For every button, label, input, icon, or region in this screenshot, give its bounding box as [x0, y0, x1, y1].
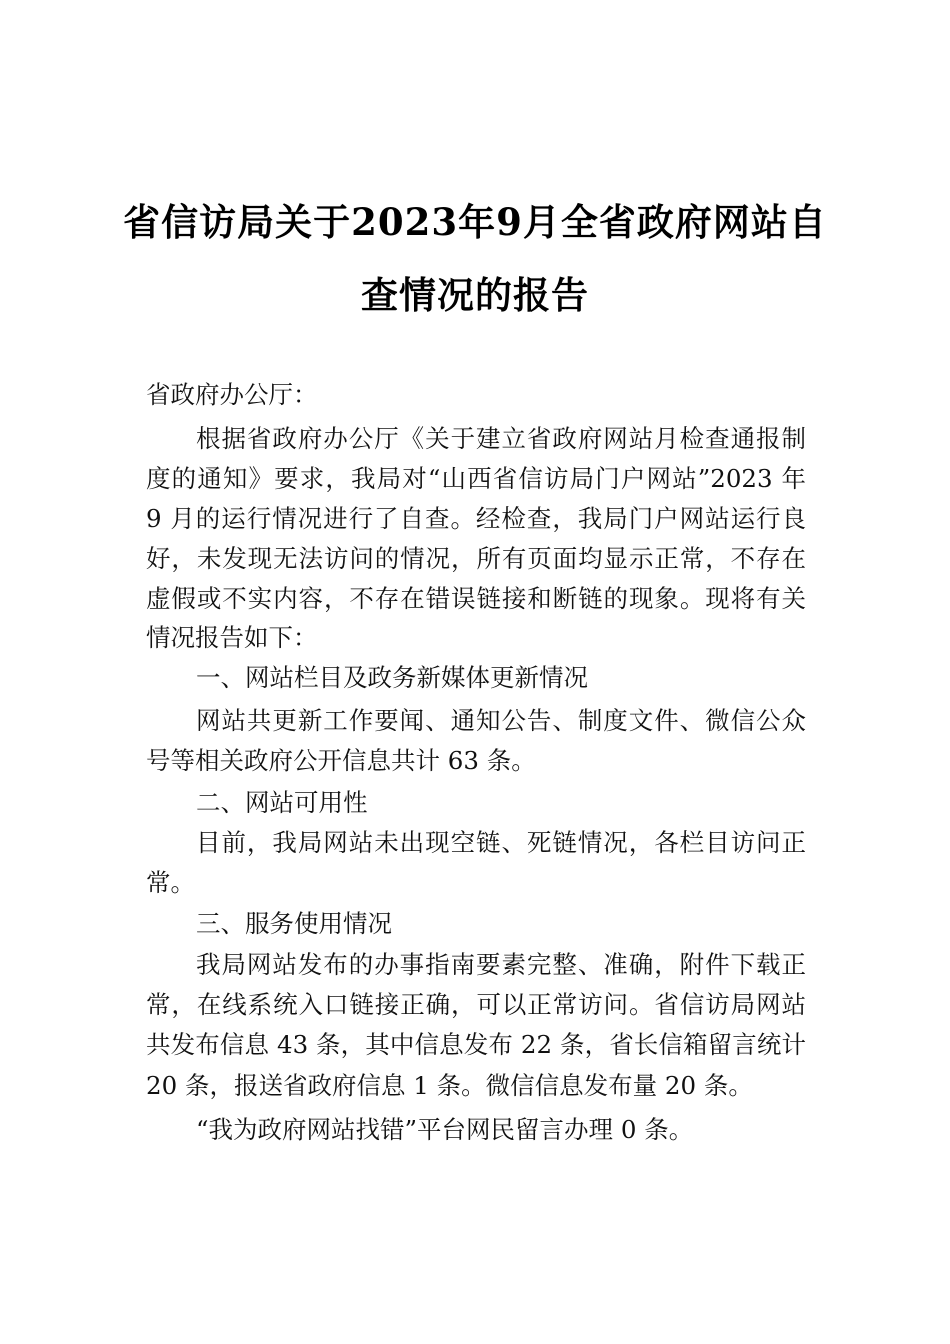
- section-2-body-line: 目前，我局网站未出现空链、死链情况，各栏目访问正: [196, 828, 806, 857]
- intro-line: 虚假或不实内容，不存在错误链接和断链的现象。现将有关: [146, 584, 806, 613]
- section-3-extra-line: “我为政府网站找错”平台网民留言办理 0 条。: [196, 1115, 694, 1144]
- section-3-heading: 三、服务使用情况: [196, 909, 392, 938]
- intro-line: 根据省政府办公厅《关于建立省政府网站月检查通报制: [196, 424, 806, 453]
- section-2-heading: 二、网站可用性: [196, 788, 368, 817]
- section-1-heading: 一、网站栏目及政务新媒体更新情况: [196, 663, 588, 692]
- section-2-body-line: 常。: [146, 868, 195, 897]
- section-3-body-line: 我局网站发布的办事指南要素完整、准确，附件下载正: [196, 950, 806, 979]
- intro-line: 情况报告如下：: [146, 623, 318, 652]
- section-3-body-line: 共发布信息 43 条，其中信息发布 22 条，省长信箱留言统计: [146, 1030, 806, 1059]
- section-3-body-line: 常，在线系统入口链接正确，可以正常访问。省信访局网站: [146, 990, 806, 1019]
- section-1-body-line: 网站共更新工作要闻、通知公告、制度文件、微信公众: [196, 706, 806, 735]
- document-title-line-1: 省信访局关于2023年9月全省政府网站自: [123, 200, 827, 244]
- intro-line: 度的通知》要求，我局对“山西省信访局门户网站”2023 年: [146, 464, 806, 493]
- document-title-line-2: 查情况的报告: [361, 273, 589, 317]
- salutation: 省政府办公厅：: [146, 380, 318, 409]
- intro-line: 好，未发现无法访问的情况，所有页面均显示正常，不存在: [146, 544, 806, 573]
- section-3-body-line: 20 条，报送省政府信息 1 条。微信信息发布量 20 条。: [146, 1071, 753, 1100]
- section-1-body-line: 号等相关政府公开信息共计 63 条。: [146, 746, 536, 775]
- intro-line: 9 月的运行情况进行了自查。经检查，我局门户网站运行良: [146, 504, 806, 533]
